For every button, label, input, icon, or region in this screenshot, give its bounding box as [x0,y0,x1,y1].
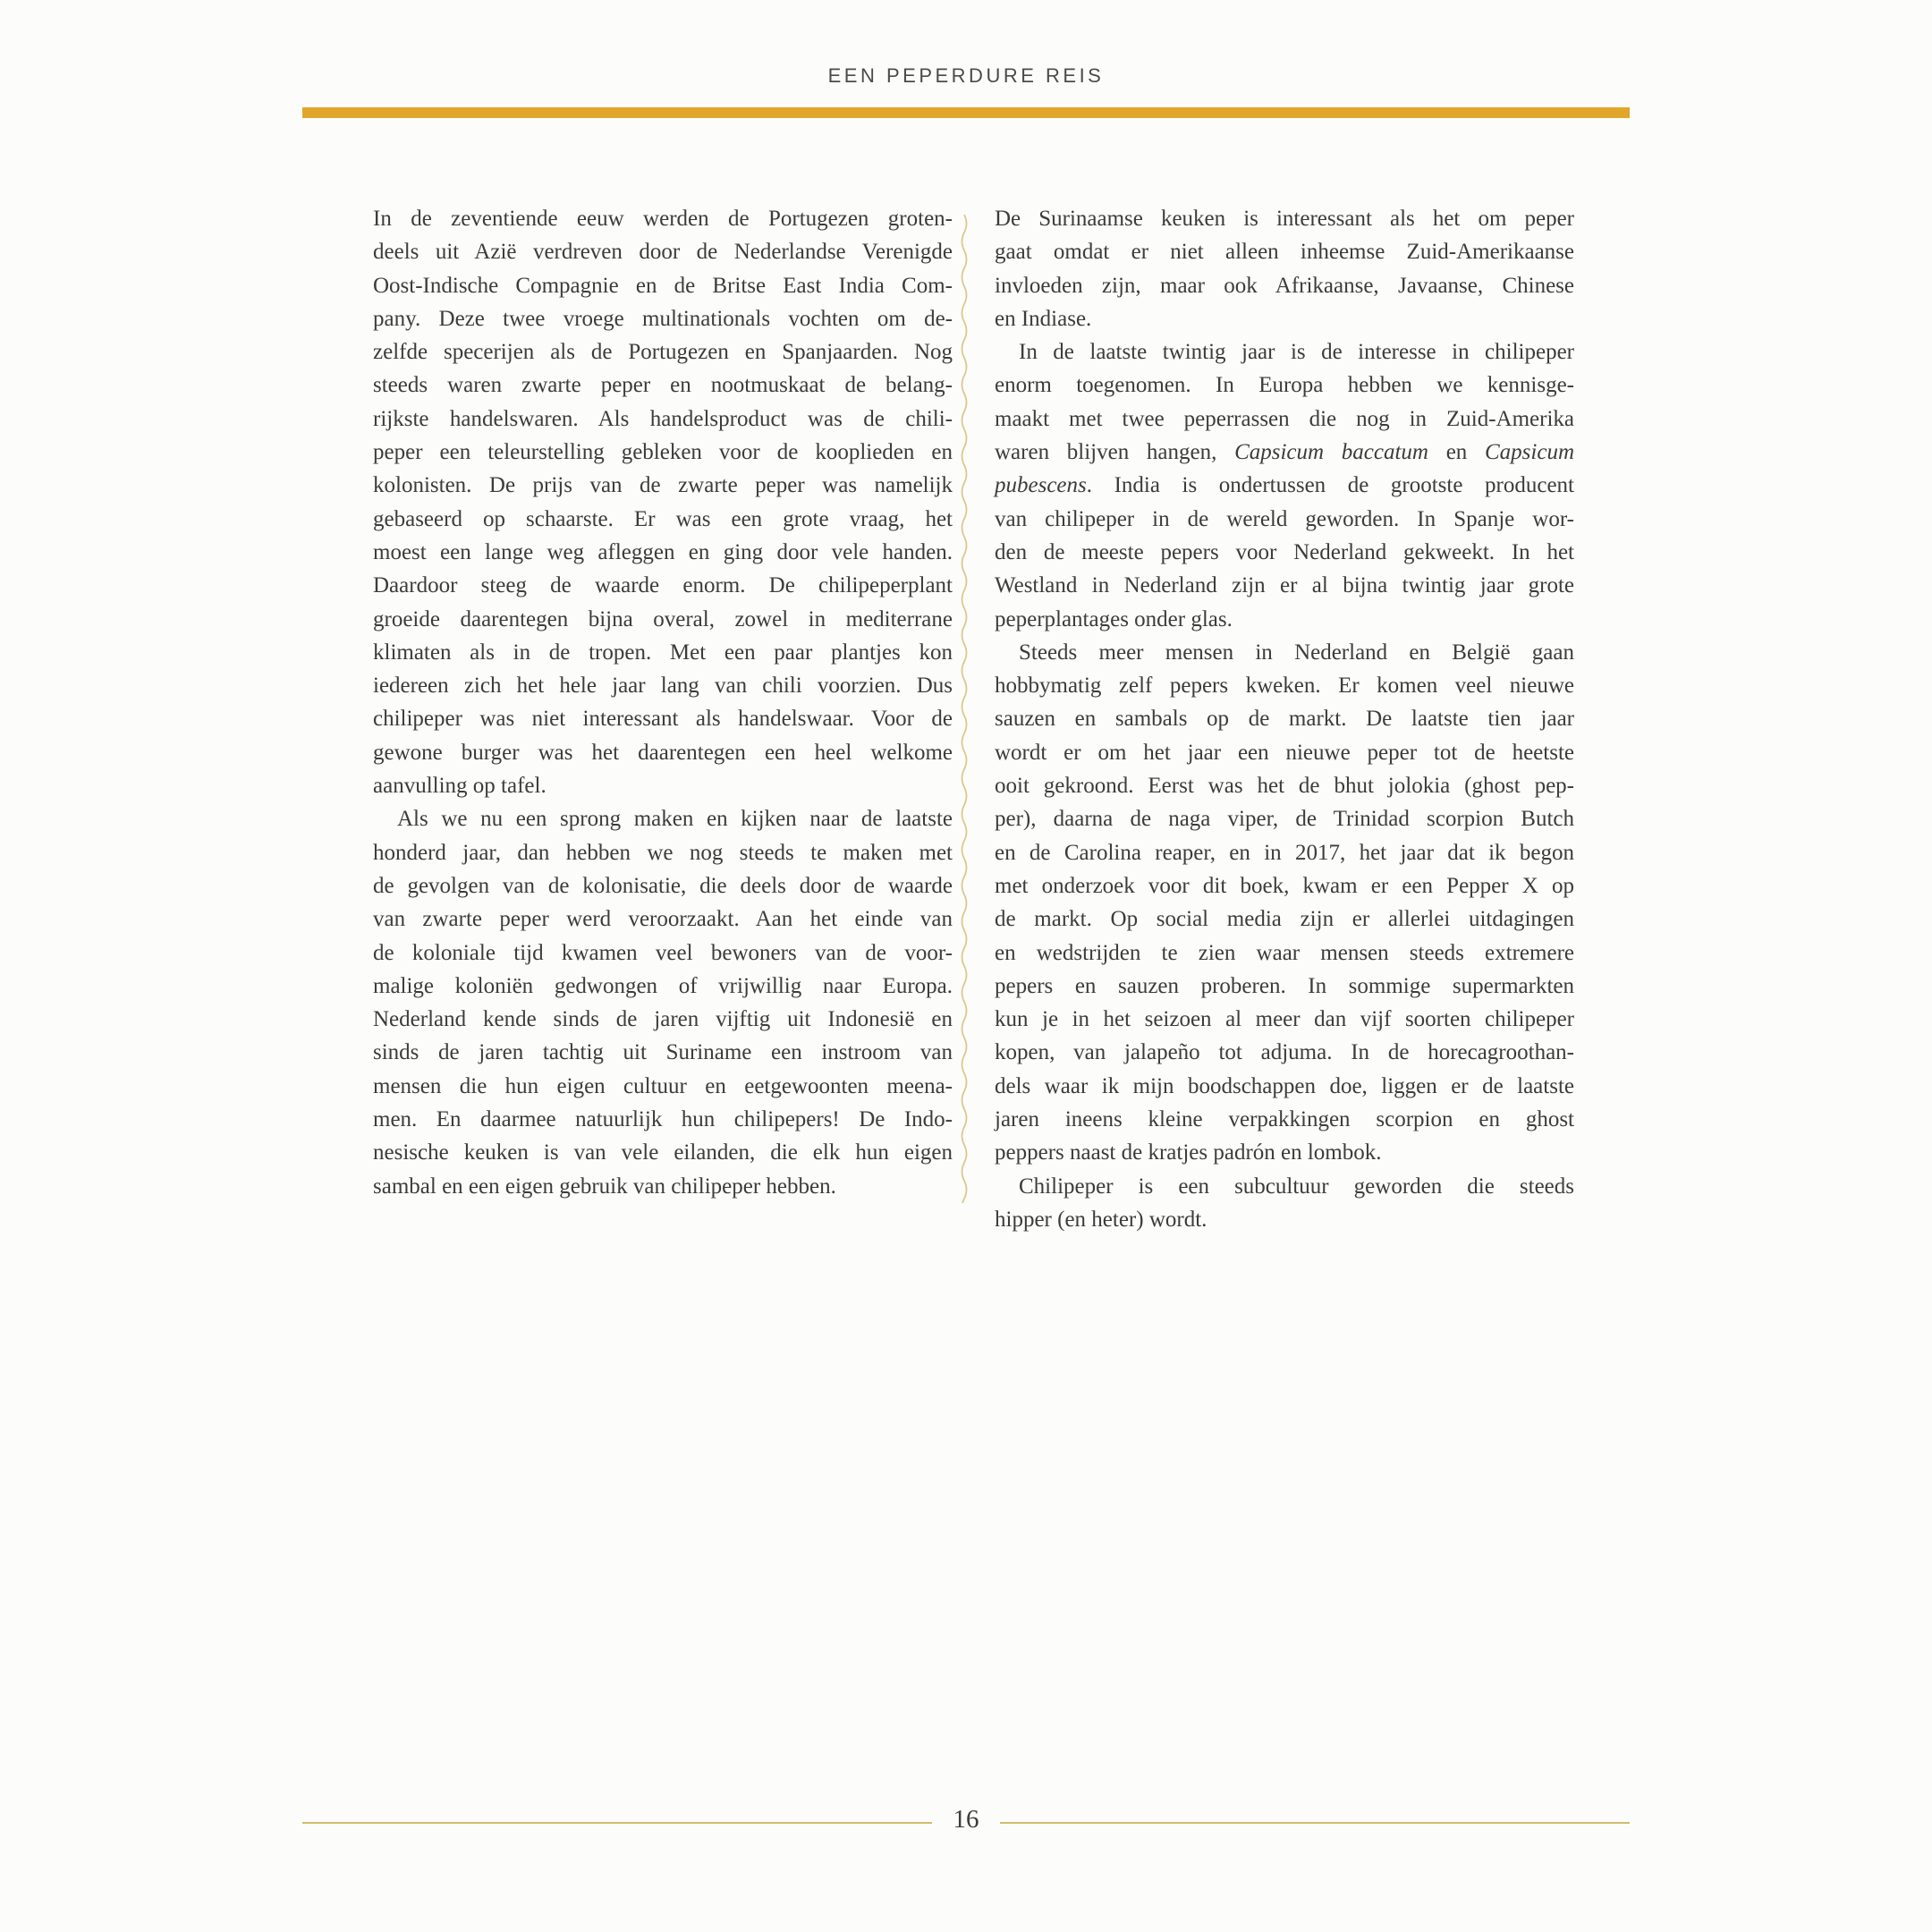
text-line: Daardoor steeg de waarde enorm. De chilipeperplant [373,573,953,598]
text-line: kolonisten. De prijs van de zwarte peper was namelijk [373,473,953,498]
text-line: nesische keuken is van vele eilanden, die elk hun eigen [373,1140,953,1165]
text-line: met onderzoek voor dit boek, kwam er een Pepper X op [995,873,1574,898]
text-line: jaren ineens kleine verpakkingen scorpion en ghost [995,1107,1574,1132]
page-number: 16 [953,1805,979,1834]
text-segment: . India is ondertussen de grootste producent [1086,473,1574,498]
text-line: wordt er om het jaar een nieuwe peper tot de heetste [995,740,1574,765]
text-line: sauzen en sambals op de markt. De laatste tien jaar [995,707,1574,732]
text-line: gewone burger was het daarentegen een heel welkome [373,740,953,765]
text-line: groeide daarentegen bijna overal, zowel in mediterrane [373,606,953,631]
text-line: aanvulling op tafel. [373,774,547,799]
text-line: maakt met twee peperrassen die nog in Zuid-Amerika [995,406,1574,431]
footer-rule-left [302,1822,932,1824]
text-line: honderd jaar, dan hebben we nog steeds te maken met [373,840,953,865]
text-line: de markt. Op social media zijn er allerlei uitdagingen [995,907,1574,932]
column-divider-wavy-line [958,215,970,1203]
text-segment: en [1428,440,1485,465]
footer-rule-right [1000,1822,1630,1824]
paragraph [995,335,1574,636]
text-line: Nederland kende sinds de jaren vijftig uit Indonesië en [373,1007,953,1032]
text-line: hobbymatig zelf pepers kweken. Er komen veel nieuwe [995,674,1574,699]
text-line: klimaten als in de tropen. Met een paar plantjes kon [373,640,953,665]
text-line: dels waar ik mijn boodschappen doe, liggen er de laatste [995,1073,1574,1098]
text-line: enorm toegenomen. In Europa hebben we kennisge- [995,373,1574,398]
text-line: Steeds meer mensen in Nederland en België gaan [1019,640,1574,665]
text-line: Chilipeper is een subcultuur geworden die steeds [1019,1174,1574,1199]
text-line: sambal en een eigen gebruik van chilipeper hebben. [373,1174,836,1199]
text-line: deels uit Azië verdreven door de Nederlandse Verenigde [373,240,953,265]
paragraph [995,1170,1574,1237]
text-line: Als we nu een sprong maken en kijken naar de laatste [397,807,953,832]
text-line: In de laatste twintig jaar is de interesse in chilipeper [1019,340,1574,365]
text-line: pepers en sauzen proberen. In sommige supermarkten [995,973,1574,998]
text-line: van chilipeper in de wereld geworden. In Spanje wor- [995,506,1574,531]
text-line: peppers naast de kratjes padrón en lombok. [995,1140,1382,1165]
text-line: chilipeper was niet interessant als handelswaar. Voor de [373,707,953,732]
accent-bar [302,107,1630,118]
right-text-column [995,202,1574,1236]
text-line: zelfde specerijen als de Portugezen en Spanjaarden. Nog [373,340,953,365]
text-line: kun je in het seizoen al meer dan vijf soorten chilipeper [995,1007,1574,1032]
text-line: De Surinaamse keuken is interessant als het om peper [995,207,1574,231]
text-line: per), daarna de naga viper, de Trinidad scorpion Butch [995,807,1574,832]
species-name-italic: Capsicum [1485,440,1574,465]
text-line: de gevolgen van de kolonisatie, die deels door de waarde [373,873,953,898]
text-line: hipper (en heter) wordt. [995,1207,1208,1232]
text-line: men. En daarmee natuurlijk hun chilipepers! De Indo- [373,1107,953,1132]
paragraph [995,202,1574,335]
text-line: pany. Deze twee vroege multinationals vochten om de- [373,306,953,331]
paragraph [373,202,953,802]
text-line: Oost-Indische Compagnie en de Britse East India Com- [373,273,953,298]
text-line: invloeden zijn, maar ook Afrikaanse, Javaanse, Chinese [995,273,1574,298]
text-line: In de zeventiende eeuw werden de Portugezen groten- [373,207,953,231]
paragraph [373,802,953,1203]
text-line: en de Carolina reaper, en in 2017, het jaar dat ik begon [995,840,1574,865]
text-line: en Indiase. [995,306,1092,331]
text-line: malige koloniën gedwongen of vrijwillig naar Europa. [373,973,953,998]
text-line [995,469,1574,502]
text-line: peperplantages onder glas. [995,606,1233,631]
text-line: moest een lange weg afleggen en ging door vele handen. [373,539,953,564]
text-line: gebaseerd op schaarste. Er was een grote vraag, het [373,506,953,531]
text-line: gaat omdat er niet alleen inheemse Zuid-Amerikaanse [995,240,1574,265]
page-title: EEN PEPERDURE REIS [827,64,1105,87]
text-segment: waren blijven hangen, [995,440,1235,465]
left-text-column [373,202,953,1203]
text-line: ooit gekroond. Eerst was het de bhut jolokia (ghost pep- [995,774,1574,799]
text-line: mensen die hun eigen cultuur en eetgewoonten meena- [373,1073,953,1098]
text-line: kopen, van jalapeño tot adjuma. In de horecagroothan- [995,1040,1574,1065]
text-line: en wedstrijden te zien waar mensen steeds extremere [995,940,1574,965]
text-line: Westland in Nederland zijn er al bijna twintig jaar grote [995,573,1574,598]
text-line: iedereen zich het hele jaar lang van chili voorzien. Dus [373,674,953,699]
text-line: steeds waren zwarte peper en nootmuskaat de belang- [373,373,953,398]
text-line: sinds de jaren tachtig uit Suriname een instroom van [373,1040,953,1065]
text-line: van zwarte peper werd veroorzaakt. Aan het einde van [373,907,953,932]
text-line: de koloniale tijd kwamen veel bewoners van de voor- [373,940,953,965]
paragraph [995,636,1574,1170]
text-line: peper een teleurstelling gebleken voor de kooplieden en [373,440,953,465]
text-line [995,436,1574,469]
text-line: den de meeste pepers voor Nederland gekweekt. In het [995,539,1574,564]
species-name-italic: pubescens [995,473,1087,498]
text-line: rijkste handelswaren. Als handelsproduct was de chili- [373,406,953,431]
species-name-italic: Capsicum baccatum [1234,440,1428,465]
